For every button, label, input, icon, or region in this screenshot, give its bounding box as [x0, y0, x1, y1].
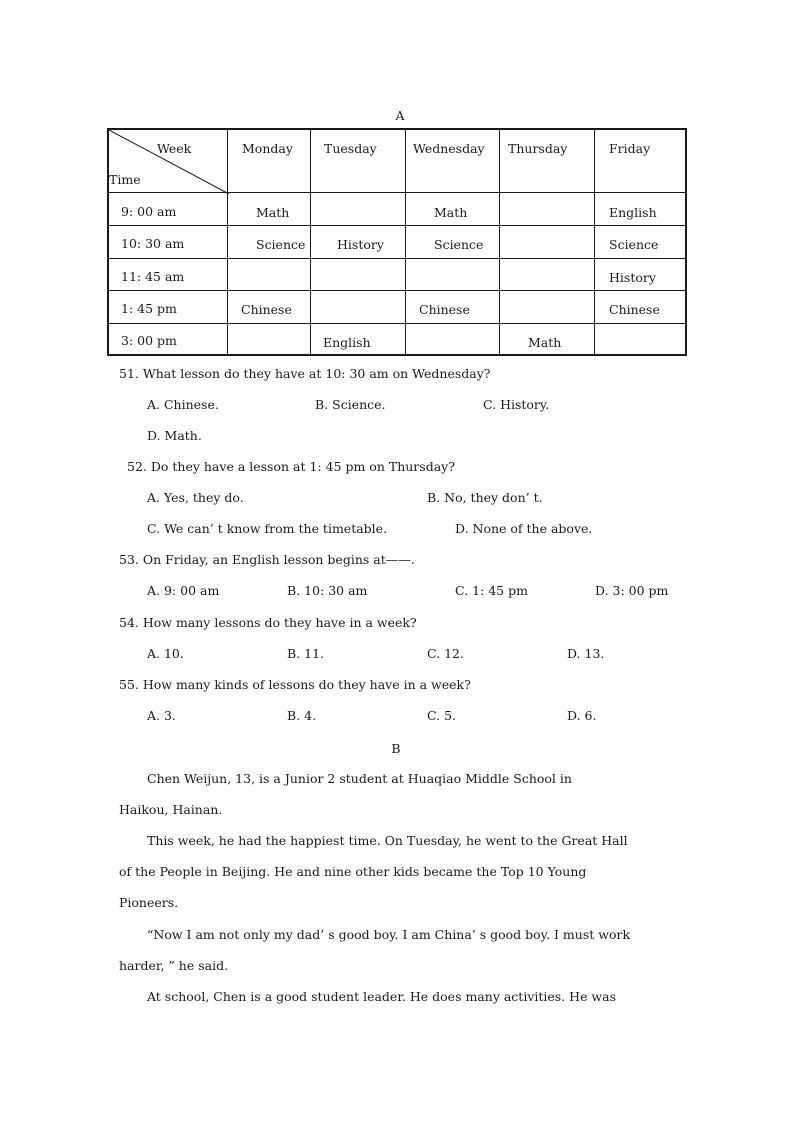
passage-line: Pioneers. — [119, 895, 179, 910]
section-a-label: A — [395, 108, 405, 123]
lesson-cell: Chinese — [241, 302, 292, 317]
question-stem: 52. Do they have a lesson at 1: 45 pm on Thursday? — [127, 459, 455, 474]
question-stem: 54. How many lessons do they have in a week? — [119, 615, 417, 630]
lesson-cell: Science — [256, 237, 306, 252]
passage-line: This week, he had the happiest time. On Tuesday, he went to the Great Hall — [147, 833, 628, 848]
option: A. 10. — [147, 646, 184, 661]
passage-line: At school, Chen is a good student leader. He does many activities. He was — [147, 989, 617, 1004]
lesson-cell: Chinese — [609, 302, 660, 317]
lesson-cell: Math — [434, 205, 468, 220]
lesson-cell: English — [323, 335, 371, 350]
option: A. 9: 00 am — [147, 583, 220, 598]
option: C. We can’ t know from the timetable. — [147, 521, 388, 536]
option: B. 11. — [287, 646, 325, 661]
option: C. 5. — [427, 708, 456, 723]
option: D. 3: 00 pm — [595, 583, 669, 598]
lesson-cell: Science — [434, 237, 484, 252]
option: D. 6. — [567, 708, 597, 723]
option: B. 10: 30 am — [287, 583, 368, 598]
time-cell: 9: 00 am — [121, 204, 177, 219]
time-cell: 11: 45 am — [121, 269, 185, 284]
lesson-cell: History — [609, 270, 656, 285]
day-header: Thursday — [508, 141, 568, 156]
time-cell: 10: 30 am — [121, 236, 185, 251]
lesson-cell: Science — [609, 237, 659, 252]
passage-line: harder, ” he said. — [119, 958, 229, 973]
passage-line: Chen Weijun, 13, is a Junior 2 student at Huaqiao Middle School in — [147, 771, 572, 786]
option: B. 4. — [287, 708, 317, 723]
option: A. Chinese. — [147, 397, 219, 412]
option: C. 12. — [427, 646, 464, 661]
lesson-cell: Chinese — [419, 302, 470, 317]
option: D. 13. — [567, 646, 605, 661]
option: C. 1: 45 pm — [455, 583, 528, 598]
day-header: Tuesday — [324, 141, 377, 156]
lesson-cell: English — [609, 205, 657, 220]
timetable — [107, 128, 687, 356]
question-stem: 55. How many kinds of lessons do they have in a week? — [119, 677, 471, 692]
question-stem: 51. What lesson do they have at 10: 30 am on Wednesday? — [119, 366, 491, 381]
time-cell: 1: 45 pm — [121, 301, 177, 316]
day-header: Monday — [242, 141, 293, 156]
time-cell: 3: 00 pm — [121, 333, 177, 348]
day-header: Friday — [609, 141, 651, 156]
lesson-cell: Math — [256, 205, 290, 220]
day-header: Wednesday — [413, 141, 485, 156]
lesson-cell: Math — [528, 335, 562, 350]
option: B. No, they don’ t. — [427, 490, 543, 505]
option: A. Yes, they do. — [147, 490, 244, 505]
lesson-cell: History — [337, 237, 384, 252]
option: A. 3. — [147, 708, 176, 723]
option: D. Math. — [147, 428, 202, 443]
passage-line: “Now I am not only my dad’ s good boy. I am China’ s good boy. I must work — [147, 927, 631, 942]
option: C. History. — [483, 397, 550, 412]
option: D. None of the above. — [455, 521, 593, 536]
corner-week-label: Week — [157, 141, 192, 156]
passage-line: of the People in Beijing. He and nine other kids became the Top 10 Young — [119, 864, 587, 879]
question-stem: 53. On Friday, an English lesson begins at——. — [119, 552, 415, 567]
passage-line: Haikou, Hainan. — [119, 802, 223, 817]
section-b-label: B — [391, 741, 401, 756]
option: B. Science. — [315, 397, 386, 412]
corner-time-label: Time — [109, 172, 141, 187]
